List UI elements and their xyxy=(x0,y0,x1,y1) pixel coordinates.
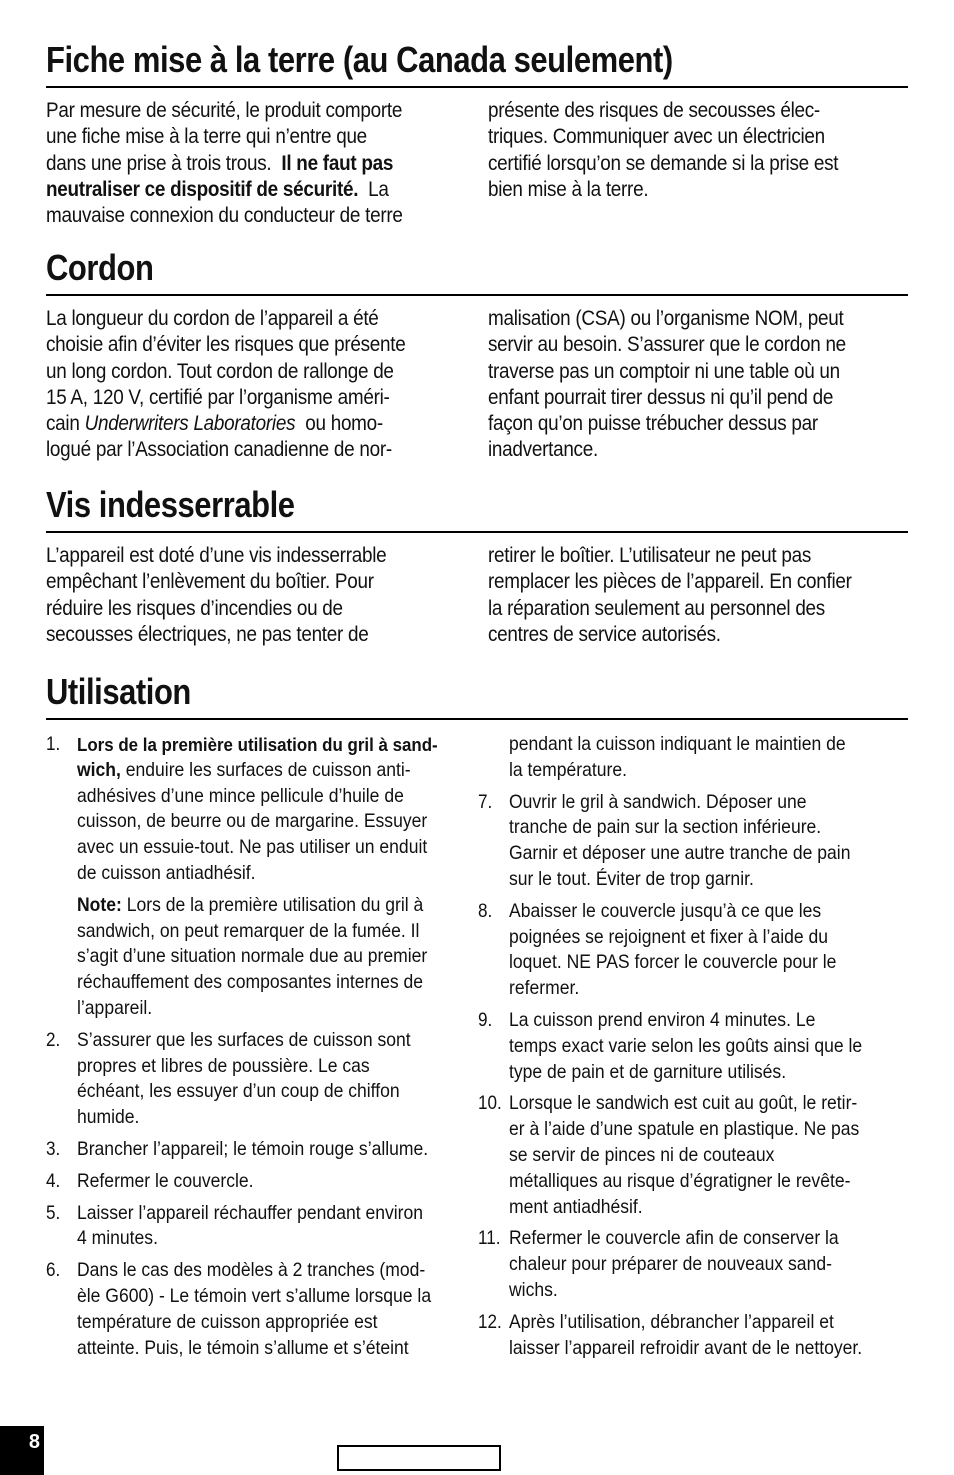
list-item xyxy=(46,1169,476,1195)
item-number: 4. xyxy=(46,1170,61,1192)
text-line: triques. Communiquer avec un électricien xyxy=(488,125,825,149)
section-title: Cordon xyxy=(46,247,154,288)
text-line: èle G600) - Le témoin vert s’allume lorsque la xyxy=(77,1284,432,1307)
text-run: cain xyxy=(46,412,85,436)
text-line: adhésives d’une mince pellicule d’huile de xyxy=(77,784,404,807)
footer-box xyxy=(337,1445,501,1471)
text-line: Par mesure de sécurité, le produit comporte xyxy=(46,99,403,122)
item-text xyxy=(509,790,850,893)
divider xyxy=(46,531,908,533)
text-line: une fiche mise à la terre qui n’entre que xyxy=(46,125,367,149)
right-column xyxy=(488,98,908,229)
text-line: réchauffement des composantes internes de xyxy=(77,971,424,994)
section-title: Fiche mise à la terre (au Canada seulement) xyxy=(46,39,673,80)
divider xyxy=(46,86,908,88)
text-line: S’assurer que les surfaces de cuisson sont xyxy=(77,1028,411,1051)
left-column xyxy=(46,306,466,464)
text-line: réduire les risques d’incendies ou de xyxy=(46,596,343,620)
text-line: l’appareil. xyxy=(77,996,153,1019)
section-tamper-screw xyxy=(46,483,908,648)
text-line: la réparation seulement au personnel des xyxy=(488,596,825,620)
text-line: empêchant l’enlèvement du boîtier. Pour xyxy=(46,570,374,594)
divider xyxy=(46,294,908,296)
note-block xyxy=(77,893,436,1022)
text-line: traverse pas un comptoir ni une table où un xyxy=(488,359,840,383)
section-usage xyxy=(46,670,908,1367)
text-line: la température. xyxy=(509,758,628,781)
note-label: Note: xyxy=(77,893,122,916)
text-line: La longueur du cordon de l’appareil a été xyxy=(46,307,379,330)
text-line: Après l’utilisation, débrancher l’appareil et xyxy=(509,1310,834,1333)
item-text xyxy=(77,1137,428,1163)
list-item xyxy=(478,790,908,893)
text-run: dans une prise à trois trous. xyxy=(46,151,282,175)
text-line: sur le tout. Éviter de trop garnir. xyxy=(509,867,754,890)
text-run: ou homo- xyxy=(295,412,383,436)
text-line: Abaisser le couvercle jusqu’à ce que les xyxy=(509,899,822,922)
list-item xyxy=(478,899,908,1002)
divider xyxy=(46,718,908,720)
bold-text: Lors de la première utilisation du gril à sand- xyxy=(77,734,438,755)
item-text xyxy=(77,732,438,887)
text-line: s’agit d’une situation normale due au premier xyxy=(77,945,428,968)
item-number: 3. xyxy=(46,1138,61,1160)
bold-text: wich, xyxy=(77,758,121,781)
text-line: sandwich, on peut remarquer de la fumée. Il xyxy=(77,919,420,942)
text-line: er à l’aide d’une spatule en plastique. Ne pas xyxy=(509,1118,860,1141)
text-run: Lors de la première utilisation du gril à xyxy=(121,893,424,916)
item-number: 9. xyxy=(478,1009,493,1031)
text-line: Lorsque le sandwich est cuit au goût, le retir- xyxy=(509,1092,858,1115)
text-line: mauvaise connexion du conducteur de terre xyxy=(46,204,403,228)
text-line: métalliques au risque d’égratigner le revête- xyxy=(509,1169,851,1192)
item-number: 11. xyxy=(478,1228,501,1250)
text-line: de cuisson antiadhésif. xyxy=(77,861,256,884)
text-line: refermer. xyxy=(509,977,580,1000)
text-line: atteinte. Puis, le témoin s’allume et s’éteint xyxy=(77,1336,409,1359)
list-item xyxy=(46,1028,476,1131)
list-item xyxy=(46,1258,476,1361)
page-number: 8 xyxy=(0,1426,44,1475)
bold-text: neutraliser ce dispositif de sécurité. xyxy=(46,177,359,201)
text-line xyxy=(46,151,467,177)
item-text xyxy=(509,899,836,1002)
text-line: Brancher l’appareil; le témoin rouge s’allume. xyxy=(77,1137,429,1160)
item-text xyxy=(509,1310,862,1362)
section-title: Utilisation xyxy=(46,671,191,712)
text-line: tranche de pain sur la section inférieure. xyxy=(509,816,822,839)
text-line: remplacer les pièces de l’appareil. En confier xyxy=(488,570,852,594)
list-item xyxy=(478,1226,908,1303)
item-text xyxy=(509,1226,839,1303)
text-line: pendant la cuisson indiquant le maintien de xyxy=(509,733,846,755)
text-line: chaleur pour préparer de nouveaux sand- xyxy=(509,1253,832,1276)
text-line: loquet. NE PAS forcer le couvercle pour le xyxy=(509,951,837,974)
text-line: wichs. xyxy=(509,1278,558,1301)
right-column xyxy=(488,543,908,648)
right-column xyxy=(488,306,908,464)
list-item xyxy=(46,732,476,887)
paragraph xyxy=(488,98,909,203)
item-text xyxy=(77,1201,423,1253)
item-number: 1. xyxy=(46,734,61,755)
item-number: 10. xyxy=(478,1093,502,1115)
text-line: L’appareil est doté d’une vis indesserrable xyxy=(46,544,387,567)
text-line: Dans le cas des modèles à 2 tranches (mod- xyxy=(77,1259,426,1282)
italic-text: Underwriters Laboratories xyxy=(84,412,296,436)
text-line: Refermer le couvercle afin de conserver la xyxy=(509,1227,839,1250)
item-number: 8. xyxy=(478,900,493,922)
section-cord xyxy=(46,246,908,464)
list-item xyxy=(46,1137,476,1163)
text-line: enfant pourrait tirer dessus ni qu’il pend de xyxy=(488,385,834,409)
text-line: avec un essuie-tout. Ne pas utiliser un enduit xyxy=(77,836,428,859)
bold-text: Il ne faut pas xyxy=(281,151,394,175)
section-grounded-plug xyxy=(46,38,908,229)
left-column xyxy=(46,543,466,648)
paragraph xyxy=(46,306,467,464)
text-line: laisser l’appareil refroidir avant de le nettoyer. xyxy=(509,1336,863,1359)
item-text xyxy=(77,1258,431,1361)
text-line xyxy=(46,177,467,203)
instructions-left-column xyxy=(46,732,476,1367)
text-line: humide. xyxy=(77,1106,140,1129)
text-line: inadvertance. xyxy=(488,438,598,462)
text-run: enduire les surfaces de cuisson anti- xyxy=(120,758,411,781)
paragraph xyxy=(488,306,909,464)
text-line: bien mise à la terre. xyxy=(488,177,649,201)
item-number: 6. xyxy=(46,1260,61,1282)
item-number: 7. xyxy=(478,791,493,813)
text-line: temps exact varie selon les goûts ainsi que le xyxy=(509,1034,863,1057)
text-line: 4 minutes. xyxy=(77,1227,158,1250)
section-title: Vis indesserrable xyxy=(46,484,295,525)
item-text xyxy=(509,1008,862,1085)
text-line: choisie afin d’éviter les risques que présente xyxy=(46,333,406,357)
text-line: La cuisson prend environ 4 minutes. Le xyxy=(509,1008,816,1031)
item-text xyxy=(509,1091,859,1220)
text-line: poignées se rejoignent et fixer à l’aide du xyxy=(509,925,829,948)
text-line: température de cuisson appropriée est xyxy=(77,1310,378,1333)
text-line: logué par l’Association canadienne de nor- xyxy=(46,438,392,462)
item-number: 5. xyxy=(46,1202,61,1224)
paragraph xyxy=(46,543,467,648)
text-line: cuisson, de beurre ou de margarine. Essuyer xyxy=(77,810,428,833)
text-line: un long cordon. Tout cordon de rallonge de xyxy=(46,359,394,383)
text-line: servir au besoin. S’assurer que le cordon ne xyxy=(488,333,846,357)
text-line: présente des risques de secousses élec- xyxy=(488,99,820,122)
text-line: centres de service autorisés. xyxy=(488,622,721,646)
text-line: ment antiadhésif. xyxy=(509,1195,643,1218)
item-number: 2. xyxy=(46,1029,61,1051)
text-line: Laisser l’appareil réchauffer pendant environ xyxy=(77,1201,424,1224)
instructions-right-column xyxy=(478,732,908,1367)
text-line: 15 A, 120 V, certifié par l’organisme améri- xyxy=(46,385,390,409)
text-line: propres et libres de poussière. Le cas xyxy=(77,1054,370,1077)
list-item xyxy=(478,1008,908,1085)
text-line: Garnir et déposer une autre tranche de pain xyxy=(509,842,851,865)
text-line: échéant, les essuyer d’un coup de chiffon xyxy=(77,1080,400,1103)
text-line: certifié lorsqu’on se demande si la prise est xyxy=(488,151,839,175)
text-line: façon qu’on puisse trébucher dessus par xyxy=(488,412,818,436)
item-text xyxy=(77,1169,254,1195)
text-line: Ouvrir le gril à sandwich. Déposer une xyxy=(509,790,807,813)
paragraph xyxy=(488,543,909,648)
paragraph xyxy=(46,98,467,229)
text-line: Refermer le couvercle. xyxy=(77,1169,254,1192)
text-line: secousses électriques, ne pas tenter de xyxy=(46,622,369,646)
left-column xyxy=(46,98,466,229)
text-line: type de pain et de garniture utilisés. xyxy=(509,1060,787,1083)
list-item-continuation xyxy=(509,732,868,784)
list-item xyxy=(478,1310,908,1362)
text-line: malisation (CSA) ou l’organisme NOM, peut xyxy=(488,307,844,330)
text-line: retirer le boîtier. L’utilisateur ne peut pas xyxy=(488,544,812,567)
text-run: La xyxy=(358,177,389,201)
list-item xyxy=(46,1201,476,1253)
item-number: 12. xyxy=(478,1311,502,1333)
item-text xyxy=(77,1028,411,1131)
text-line xyxy=(46,411,467,437)
list-item xyxy=(478,1091,908,1220)
text-line: se servir de pinces ni de couteaux xyxy=(509,1143,775,1166)
